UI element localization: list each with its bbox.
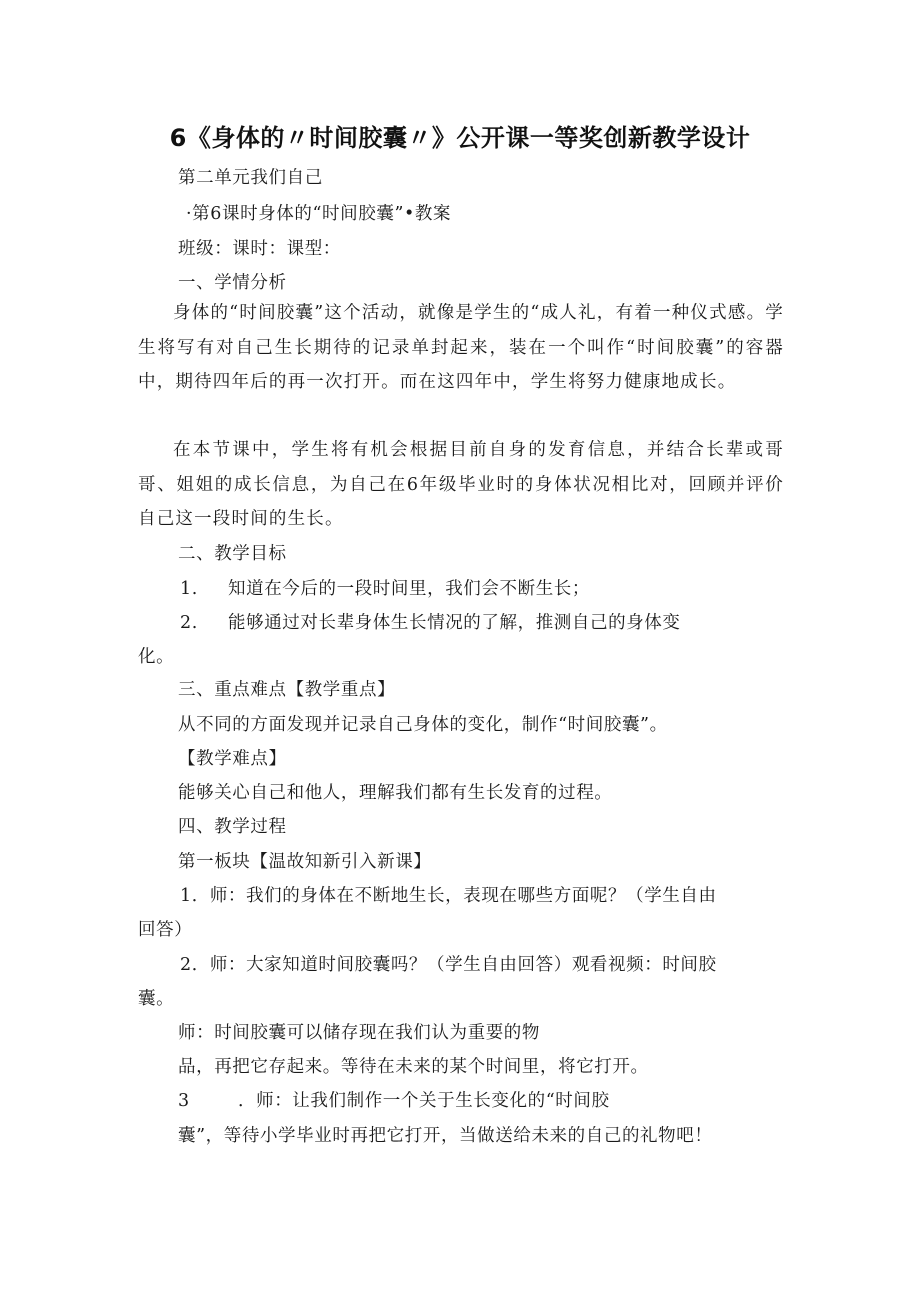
goal-text: 知道在今后的一段时间里，我们会不断生长；	[228, 579, 590, 599]
section-heading-analysis: 一、学情分析	[178, 273, 287, 293]
key-point-text: 从不同的方面发现并记录自己身体的变化，制作“时间胶囊”。	[178, 715, 668, 735]
question-1-line-1: 1．师：我们的身体在不断地生长，表现在哪些方面呢？（学生自由	[180, 886, 717, 906]
question-3-line-1	[178, 1089, 610, 1113]
question-2-line-2: 囊。	[138, 989, 175, 1009]
goal-number: 1.	[180, 579, 198, 599]
question-2-line-1: 2．师：大家知道时间胶囊吗？（学生自由回答）观看视频：时间胶	[180, 955, 717, 975]
goal-item-2	[180, 611, 681, 635]
analysis-paragraph-2: 在本节课中，学生将有机会根据目前自身的发育信息，并结合长辈或哥哥、姐姐的成长信息，为自己在6年级毕业时的身体状况相比对，回顾并评价自己这一段时间的生长。	[138, 440, 784, 529]
question-3-line-2: 囊”，等待小学毕业时再把它打开，当做送给未来的自己的礼物吧！	[178, 1126, 713, 1146]
section-heading-key-points: 三、重点难点【教学重点】	[178, 680, 396, 700]
question-1-line-2: 回答）	[138, 920, 193, 940]
teacher-line-1: 师：时间胶囊可以储存现在我们认为重要的物	[178, 1023, 540, 1043]
section-heading-goals: 二、教学目标	[178, 544, 287, 564]
difficulty-text: 能够关心自己和他人，理解我们都有生长发育的过程。	[178, 783, 613, 803]
goal-item-2-continued: 化。	[138, 647, 175, 667]
document-title: 6《身体的〃时间胶囊〃》公开课一等奖创新教学设计	[169, 124, 751, 152]
unit-line: 第二单元我们自己	[178, 168, 323, 188]
question-number: 3	[178, 1091, 190, 1111]
question-text: ．师：让我们制作一个关于生长变化的“时间胶	[238, 1091, 610, 1111]
goal-text: 能够通过对长辈身体生长情况的了解，推测自己的身体变	[228, 613, 681, 633]
section-heading-process: 四、教学过程	[178, 817, 287, 837]
analysis-paragraph-1: 身体的“时间胶囊”这个活动，就像是学生的“成人礼，有着一种仪式感。学生将写有对自己生长期待的记录单封起来，装在一个叫作“时间胶囊”的容器中，期待四年后的再一次打开。而在这四年中，学生将努力健康地成长。	[138, 303, 784, 392]
lesson-line: ·第6课时身体的“时间胶囊”•教案	[186, 204, 452, 224]
difficulty-heading: 【教学难点】	[178, 749, 287, 769]
teacher-line-2: 品，再把它存起来。等待在未来的某个时间里，将它打开。	[178, 1057, 649, 1077]
block-heading-1: 第一板块【温故知新引入新课】	[178, 852, 432, 872]
goal-number: 2.	[180, 613, 198, 633]
meta-line: 班级：课时：课型：	[178, 239, 341, 259]
goal-item-1	[180, 577, 590, 601]
